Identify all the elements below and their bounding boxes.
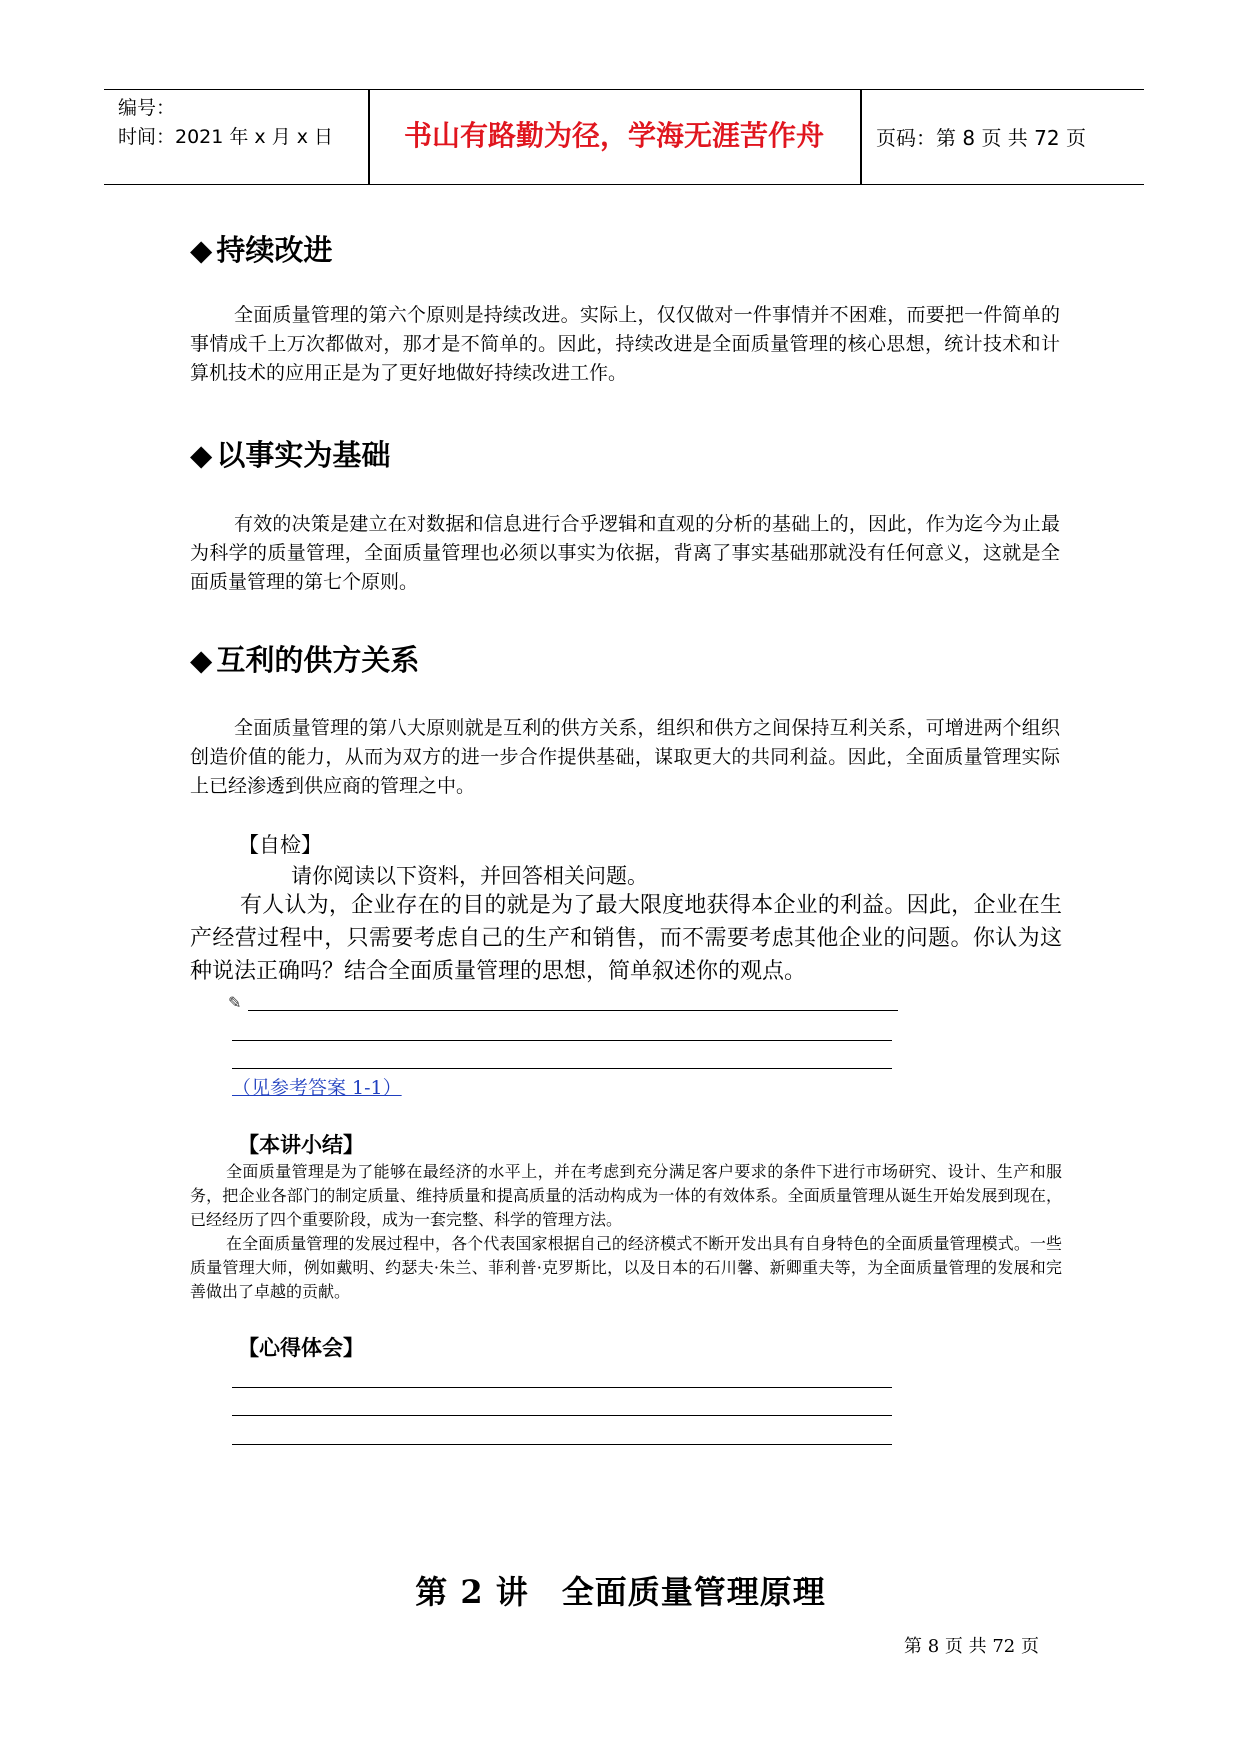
answer-reference-link[interactable]: （见参考答案 1-1） [232, 1077, 402, 1099]
header-meta [118, 94, 333, 152]
section-title: 以事实为基础 [216, 438, 391, 472]
document-time-label: 时间：2021 年 x 月 x 日 [118, 126, 334, 148]
header-page-code: 页码：第 8 页 共 72 页 [876, 126, 1086, 150]
summary-paragraph: 在全面质量管理的发展过程中，各个代表国家根据自己的经济模式不断开发出具有自身特色的全面质量管理模式。一些质量管理大师，例如戴明、约瑟夫·朱兰、菲利普·克罗斯比，以及日本的石川馨、新卿重夫等，为全面质量管理的发展和完善做出了卓越的贡献。 [190, 1234, 1062, 1301]
section-paragraph: 全面质量管理的第六个原则是持续改进。实际上，仅仅做对一件事情并不困难，而要把一件简单的事情成千上万次都做对，那才是不简单的。因此，持续改进是全面质量管理的核心思想，统计技术和计算机技术的应用正是为了更好地做好持续改进工作。 [190, 304, 1060, 384]
diamond-bullet-icon: ◆ [190, 438, 213, 472]
diamond-bullet-icon: ◆ [190, 233, 213, 267]
reflection-line[interactable] [232, 1415, 892, 1416]
reflection-line[interactable] [232, 1444, 892, 1445]
answer-line[interactable] [232, 1068, 892, 1069]
section-title: 持续改进 [216, 233, 333, 267]
section-title: 互利的供方关系 [216, 643, 420, 677]
page-header [104, 89, 1144, 185]
self-check-label: 【自检】 [238, 833, 322, 857]
summary-label: 【本讲小结】 [238, 1133, 364, 1157]
reflection-line[interactable] [232, 1387, 892, 1388]
answer-line[interactable] [232, 1040, 892, 1041]
summary-paragraph: 全面质量管理是为了能够在最经济的水平上，并在考虑到充分满足客户要求的条件下进行市场研究、设计、生产和服务，把企业各部门的制定质量、维持质量和提高质量的活动构成为一体的有效体系。全面质量管理从诞生开始发展到现在，已经经历了四个重要阶段，成为一套完整、科学的管理方法。 [190, 1162, 1062, 1229]
page-footer: 第 8 页 共 72 页 [904, 1636, 1039, 1657]
section-paragraph: 有效的决策是建立在对数据和信息进行合乎逻辑和直观的分析的基础上的，因此，作为迄今为止最为科学的质量管理，全面质量管理也必须以事实为依据，背离了事实基础那就没有任何意义，这就是全面质量管理的第七个原则。 [190, 513, 1060, 593]
header-motto: 书山有路勤为径，学海无涯苦作舟 [403, 119, 824, 152]
document-number-label: 编号： [118, 97, 176, 119]
self-check-question: 有人认为，企业存在的目的就是为了最大限度地获得本企业的利益。因此，企业在生产经营过程中，只需要考虑自己的生产和销售，而不需要考虑其他企业的问题。你认为这种说法正确吗？结合全面质量管理的思想，简单叙述你的观点。 [190, 893, 1062, 984]
pencil-icon: ✎ [228, 993, 242, 1012]
reflection-label: 【心得体会】 [238, 1336, 364, 1360]
diamond-bullet-icon: ◆ [190, 643, 213, 677]
header-divider [860, 90, 862, 184]
section-heading-supplier-relations [190, 638, 419, 679]
section-heading-continuous-improvement [190, 228, 332, 269]
answer-line[interactable] [248, 1010, 898, 1011]
section-paragraph: 全面质量管理的第八大原则就是互利的供方关系，组织和供方之间保持互利关系，可增进两个组织创造价值的能力，从而为双方的进一步合作提供基础，谋取更大的共同利益。因此，全面质量管理实际上已经渗透到供应商的管理之中。 [190, 717, 1060, 797]
chapter-title: 第 2 讲 全面质量管理原理 [415, 1573, 826, 1611]
self-check-intro: 请你阅读以下资料，并回答相关问题。 [291, 864, 648, 888]
section-heading-fact-based [190, 433, 390, 474]
